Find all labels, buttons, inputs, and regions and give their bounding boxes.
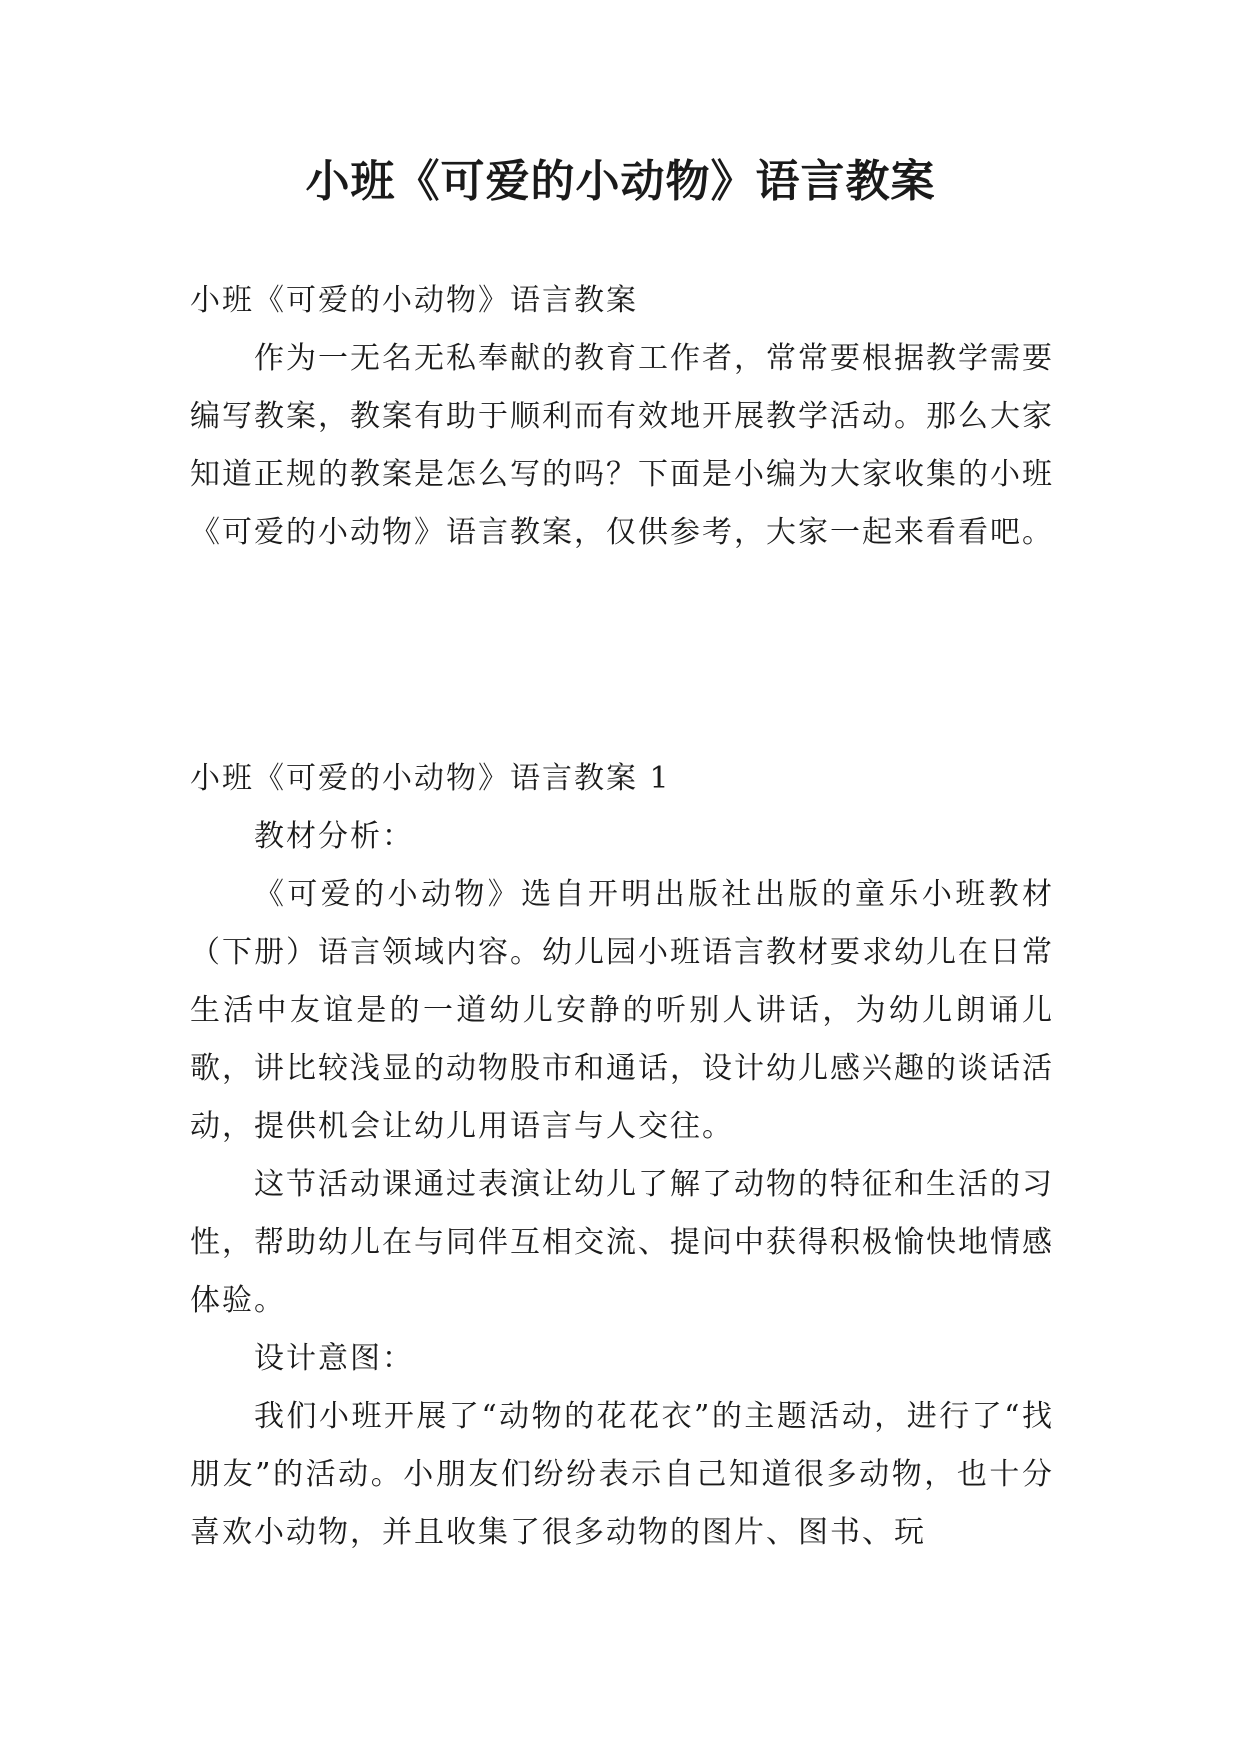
design-intent-label: 设计意图： — [254, 1341, 414, 1376]
design-intent-paragraph: 我们小班开展了“动物的花花衣”的主题活动，进行了“找朋友”的活动。小朋友们纷纷表示自己知道很多动物，也十分喜欢小动物，并且收集了很多动物的图片、图书、玩 — [190, 1399, 1054, 1550]
section-1 — [190, 750, 1054, 1562]
material-analysis-paragraph-2: 这节活动课通过表演让幼儿了解了动物的特征和生活的习性，帮助幼儿在与同伴互相交流、提问中获得积极愉快地情感体验。 — [190, 1167, 1054, 1318]
document-title: 小班《可爱的小动物》语言教案 — [305, 156, 936, 207]
intro-heading: 小班《可爱的小动物》语言教案 — [190, 283, 638, 318]
section-1-heading: 小班《可爱的小动物》语言教案 1 — [190, 761, 671, 796]
intro-section — [190, 272, 1054, 562]
material-analysis-paragraph-1: 《可爱的小动物》选自开明出版社出版的童乐小班教材（下册）语言领域内容。幼儿园小班语言教材要求幼儿在日常生活中友谊是的一道幼儿安静的听别人讲话，为幼儿朗诵儿歌，讲比较浅显的动物股市和通话，设计幼儿感兴趣的谈话活动，提供机会让幼儿用语言与人交往。 — [190, 877, 1054, 1144]
intro-paragraph: 作为一无名无私奉献的教育工作者，常常要根据教学需要编写教案，教案有助于顺利而有效地开展教学活动。那么大家知道正规的教案是怎么写的吗？下面是小编为大家收集的小班《可爱的小动物》语言教案，仅供参考，大家一起来看看吧。 — [190, 341, 1054, 550]
material-analysis-label: 教材分析： — [254, 819, 414, 854]
